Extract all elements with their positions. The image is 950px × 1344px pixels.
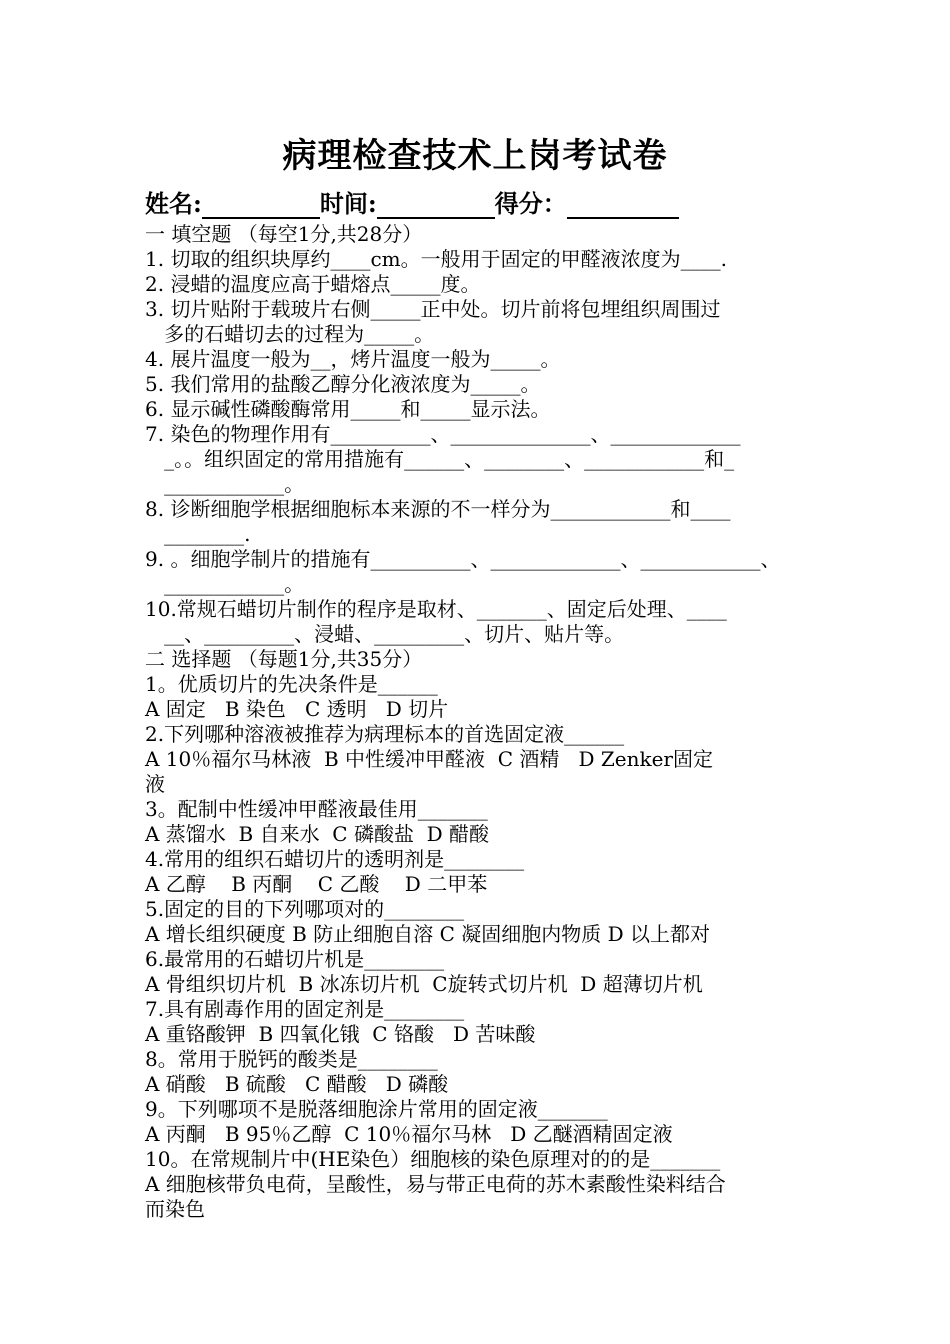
name-label: 姓名:	[145, 189, 202, 218]
question-line: 3。配制中性缓冲甲醛液最佳用_______	[145, 797, 488, 821]
question-line: ____________。	[145, 472, 305, 496]
question-line: 2. 浸蜡的温度应高于蜡熔点_____度。	[145, 272, 481, 296]
option-line: A 细胞核带负电荷，呈酸性，易与带正电荷的苏木素酸性染料结合	[145, 1172, 726, 1196]
section-heading-choice: 二 选择题 （每题1分,共35分）	[145, 647, 423, 671]
question-line: 多的石蜡切去的过程为_____。	[145, 322, 435, 346]
question-line: 9. 。细胞学制片的措施有__________、_____________、____________、	[145, 547, 781, 571]
question-line: 5.固定的目的下列哪项对的________	[145, 897, 465, 921]
question-line: 4. 展片温度一般为__，烤片温度一般为_____。	[145, 347, 561, 371]
time-blank[interactable]	[377, 191, 495, 219]
score-blank[interactable]	[567, 191, 679, 219]
option-line: A 骨组织切片机 B 冰冻切片机 C旋转式切片机 D 超薄切片机	[145, 972, 703, 996]
option-line: A 增长组织硬度 B 防止细胞自溶 C 凝固细胞内物质 D 以上都对	[145, 922, 710, 946]
question-line: 6.最常用的石蜡切片机是________	[145, 947, 445, 971]
question-line: __、_________、浸蜡、_________、切片、贴片等。	[145, 622, 625, 646]
page-title: 病理检查技术上岗考试卷	[282, 136, 668, 176]
score-label: 得分：	[494, 189, 567, 218]
question-line: 2.下列哪种溶液被推荐为病理标本的首选固定液______	[145, 722, 625, 746]
question-line: 3. 切片贴附于载玻片右侧_____正中处。切片前将包埋组织周围过	[145, 297, 721, 321]
option-line: A 重铬酸钾 B 四氧化锇 C 铬酸 D 苦味酸	[145, 1022, 536, 1046]
question-line: 6. 显示碱性磷酸酶常用_____和_____显示法。	[145, 397, 551, 421]
question-line: 1。优质切片的先决条件是______	[145, 672, 438, 696]
option-line: 液	[145, 772, 165, 796]
option-line: A 丙酮 B 95％乙醇 C 10％福尔马林 D 乙醚酒精固定液	[145, 1122, 673, 1146]
option-line: 而染色	[145, 1197, 205, 1221]
exam-body	[145, 222, 810, 1222]
name-blank[interactable]	[202, 191, 320, 219]
question-line: 7. 染色的物理作用有__________、______________、_____________	[145, 422, 741, 446]
time-label: 时间:	[319, 189, 377, 218]
question-line: 8. 诊断细胞学根据细胞标本来源的不一样分为____________和____	[145, 497, 731, 521]
question-line: 7.具有剧毒作用的固定剂是________	[145, 997, 465, 1021]
option-line: A 硝酸 B 硫酸 C 醋酸 D 磷酸	[145, 1072, 449, 1096]
question-line: ________.	[145, 522, 251, 546]
question-line: 10。在常规制片中(HE染色）细胞核的染色原理对的的是_______	[145, 1147, 721, 1171]
question-line: _。。组织固定的常用措施有______、________、____________和_	[145, 447, 735, 471]
question-line: 10.常规石蜡切片制作的程序是取材、_______、固定后处理、____	[145, 597, 727, 621]
exam-header	[145, 184, 679, 219]
option-line: A 10％福尔马林液 B 中性缓冲甲醛液 C 酒精 D Zenker固定	[145, 747, 713, 771]
question-line: 5. 我们常用的盐酸乙醇分化液浓度为_____。	[145, 372, 541, 396]
question-line: 9。下列哪项不是脱落细胞涂片常用的固定液_______	[145, 1097, 608, 1121]
option-line: A 乙醇 B 丙酮 C 乙酸 D 二甲苯	[145, 872, 488, 896]
question-line: 8。常用于脱钙的酸类是________	[145, 1047, 438, 1071]
question-line: 4.常用的组织石蜡切片的透明剂是________	[145, 847, 525, 871]
question-line: ____________。	[145, 572, 305, 596]
question-line: 1. 切取的组织块厚约____cm。一般用于固定的甲醛液浓度为____.	[145, 247, 727, 271]
option-line: A 蒸馏水 B 自来水 C 磷酸盐 D 醋酸	[145, 822, 490, 846]
option-line: A 固定 B 染色 C 透明 D 切片	[145, 697, 449, 721]
section-heading-fill: 一 填空题 （每空1分,共28分）	[145, 222, 423, 246]
